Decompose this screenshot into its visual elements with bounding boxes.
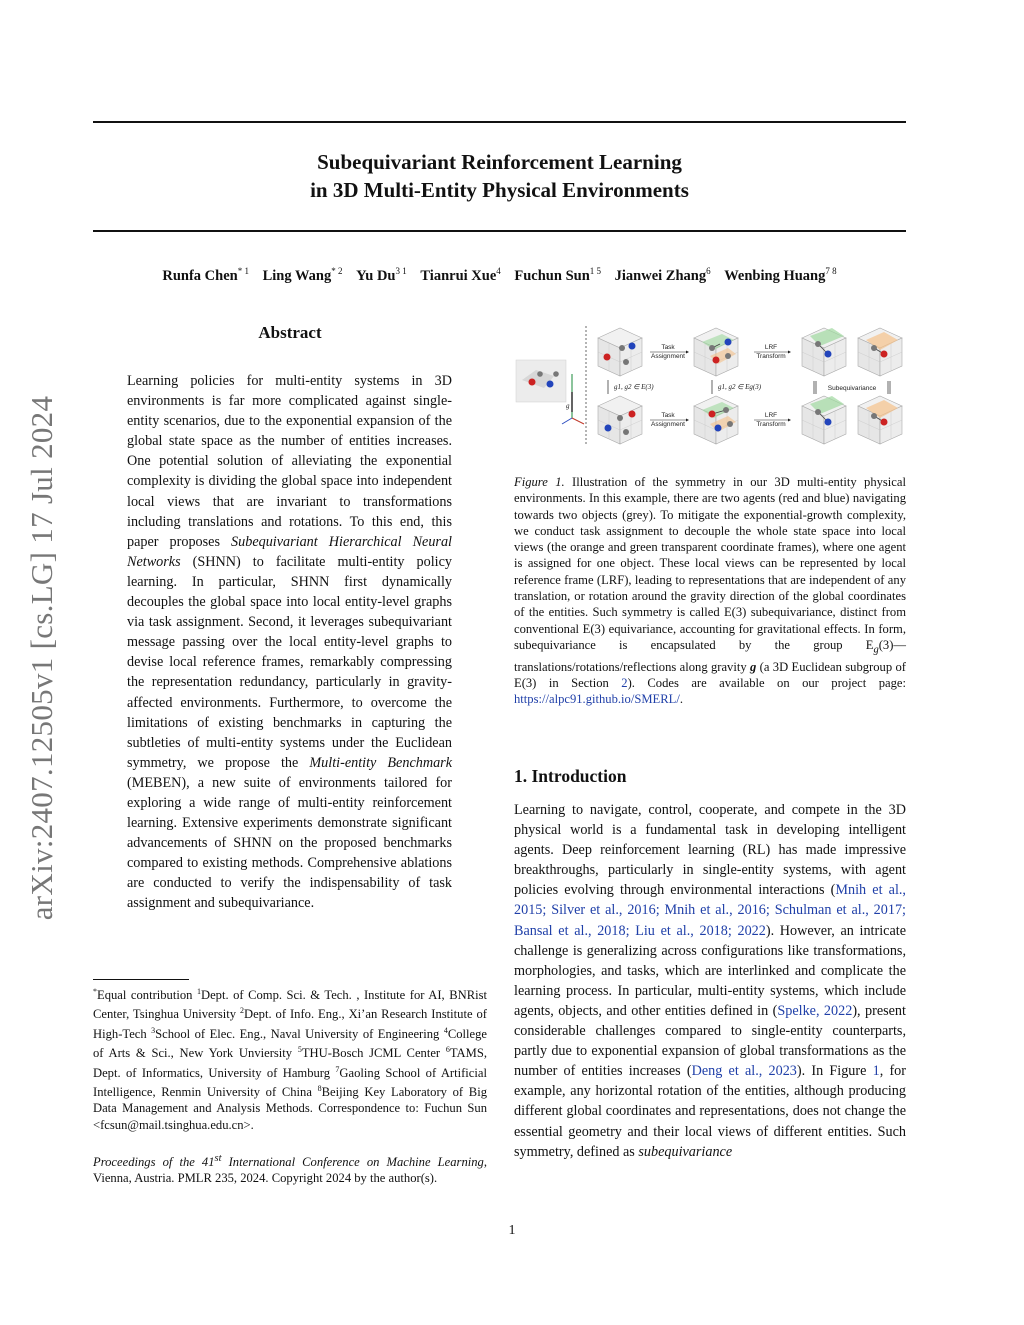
subequivariance-label: Subequivariance	[827, 385, 877, 392]
figure-link[interactable]: 1	[872, 1063, 880, 1080]
bottom-row-scenes	[598, 396, 902, 444]
title-rule-bottom	[93, 230, 906, 232]
author: Yu $Du^{3 1}$	[356, 266, 407, 284]
abstract-body: Learning policies for multi-entity systems in 3D environments is far more complicated against single-entity scenarios, due to the exponential expansion of the global state space as the number of entities increases. One potential solution of alleviating the exponential complexity is dividing the global space into independent local views that are invariant to transformations including translations and rotations. To this end, this paper proposes Subequivariant Hierarchical Neural Networks (SHNN) to facilitate multi-entity policy learning. In particular, SHNN first dynamically decouples the global space into local entity-level graphs via task assignment. Second, it leverages subequivariant message passing over the local entity-level graphs to devise local reference frames, remarkably compressing the representation redundancy, particularly in gravity-affected environments. Furthermore, to overcome the limitations of existing benchmarks in capturing the subtleties of multi-entity systems under the Euclidean symmetry, we propose the Multi-entity Benchmark (MEBEN), a new suite of environments tailored for exploring a wide range of multi-entity reinforcement learning. Extensive experiments demonstrate significant advancements of SHNN on the proposed benchmarks compared to existing methods. Comprehensive ablations are conducted to verify the indispensability of task assignment and subequivariance.	[127, 373, 452, 912]
introduction-body: Learning to navigate, control, cooperate, and compete in the 3D physical world is a fundamental task in developing intelligent agents. Deep reinforcement learning (RL) has made impressive breakthroughs, particularly in single-entity systems, with agent policies evolving through environmental interactions (Mnih et al., 2015; Silver et al., 2016; Mnih et al., 2016; Schulman et al., 2017; Bansal et al., 2018; Liu et al., 2018; 2022). However, an intricate challenge is generalizing across configurations like transformations, morphologies, and tasks, which are interlinked and complicate the learning process. In particular, multi-entity systems, which include agents, objects, and other entities defined in (Spelke, 2022), present considerable challenges compared to single-entity counterparts, partly due to exponential expansion of global transformations as the number of entities increases (Deng et al., 2023). In Figure 1, for example, any horizontal rotation of the entities, although producing different global coordinates and representations, does not change the essential geometry and their local views of different entities. Such symmetry, defined as subequivariance	[514, 802, 906, 1160]
svg-text:Transform: Transform	[756, 353, 786, 360]
author: Ling Wang$^{* 2}$	[262, 266, 343, 284]
section-heading-introduction: 1. Introduction	[514, 766, 627, 786]
svg-text:Transform: Transform	[756, 421, 786, 428]
paper-title	[93, 148, 906, 204]
proceedings-note: Proceedings of the 41st International Conference on Machine Learning, Vienna, Austria. PMLR 235, 2024. Copyright 2024 by the author(s).	[93, 1153, 487, 1186]
project-page-link[interactable]: https://alpc91.github.io/SMERL/	[514, 692, 680, 707]
author: Wenbing Huang$^{7 8}$	[724, 266, 837, 284]
figure-labels	[608, 344, 890, 428]
group-label-e3: g1, g2 ∈ E(3)	[614, 383, 654, 391]
footnote-rule	[93, 979, 189, 980]
author: Tianrui Xue$^4$	[420, 266, 501, 284]
affiliations-footnote: *Equal contribution $^1$Dept. of Comp. Sci. & Tech. , Institute for AI, BNRist Center, Tsinghua University $^2$Dept. of Info. Eng., Xi’an Research Institute of High-Tech $^3$School of Elec. Eng., Naval University of Engineering $^4$College of Arts & Sci., New York Unviersity $^5$THU-Bosch JCML Center $^6$TAMS, Dept. of Informatics, University of Hamburg $^7$Gaoling School of Artificial Intelligence, Renmin University of China $^8$Beijing Key Laboratory of Big Data Management and Analysis Methods. Correspondence to: Fuchun Sun <fcsun@mail.tsinghua.edu.cn>.	[93, 987, 488, 1132]
section-link[interactable]: 2	[621, 676, 628, 691]
svg-text:Assignment: Assignment	[651, 421, 685, 428]
lrf-transform-label-bottom: LRF	[764, 412, 778, 419]
citation-link[interactable]: Spelke, 2022	[777, 1002, 853, 1019]
title-rule-top	[93, 121, 906, 123]
task-assignment-label-top: Task	[661, 344, 675, 351]
abstract-heading: Abstract	[258, 323, 322, 342]
title-line-2: in 3D Multi-Entity Physical Environments	[310, 178, 689, 202]
author-list	[93, 266, 906, 285]
figure-1-caption: Figure 1. Illustration of the symmetry in our 3D multi-entity physical environments. In this example, there are two agents (red and blue) navigating towards two objects (grey). To mitigate the exponential-growth complexity, we conduct task assignment to decouple the whole state space into local views (the orange and green transparent coordinate frames), where one agent is assigned for one object. These local views can be represented by local reference frame (LRF), leading to representations that are independent of any translation, or rotation around the gravity direction of the global coordinates of the entities. Such symmetry is called E(3) subequivariance, distinct from conventional E(3) equivariance, accounting for gravitational effects. In form, subequivariance is encapsulated by the group $E_g(3)—translations/rotations$/reflections along gravity g (a 3D Euclidean subgroup of E(3) in Section 2). Codes are available on our project page: https://alpc91.github.io/SMERL/.	[514, 475, 906, 707]
arxiv-stamp: arXiv:2407.12505v1 [cs.LG] 17 Jul 2024	[24, 395, 59, 921]
gravity-symbol: g	[566, 402, 570, 410]
citation-link[interactable]: Mnih et al., 2015; Silver et al., 2016; Mnih et al., 2016; Schulman et al., 2017; Bansal et al., 2018; Liu et al., 2018; 2022	[514, 882, 906, 939]
title-line-1: Subequivariant Reinforcement Learning	[317, 150, 682, 174]
figure-1-illustration	[514, 322, 906, 450]
author: Jianwei Zhang$^6$	[614, 266, 711, 284]
author: Fuchun Sun$^{1 5}$	[514, 266, 602, 284]
svg-text:Assignment: Assignment	[651, 353, 685, 360]
citation-link[interactable]: Deng et al., 2023	[691, 1063, 797, 1080]
lrf-transform-label-top: LRF	[764, 344, 778, 351]
task-assignment-label-bottom: Task	[661, 412, 675, 419]
author: Runfa Chen$^{* 1}$	[162, 266, 249, 284]
page-number: 1	[508, 1223, 516, 1238]
scene-thumbnail	[516, 360, 584, 424]
top-row-scenes	[598, 328, 902, 376]
group-label-eg3: g1, g2 ∈ Eg(3)	[718, 383, 762, 391]
